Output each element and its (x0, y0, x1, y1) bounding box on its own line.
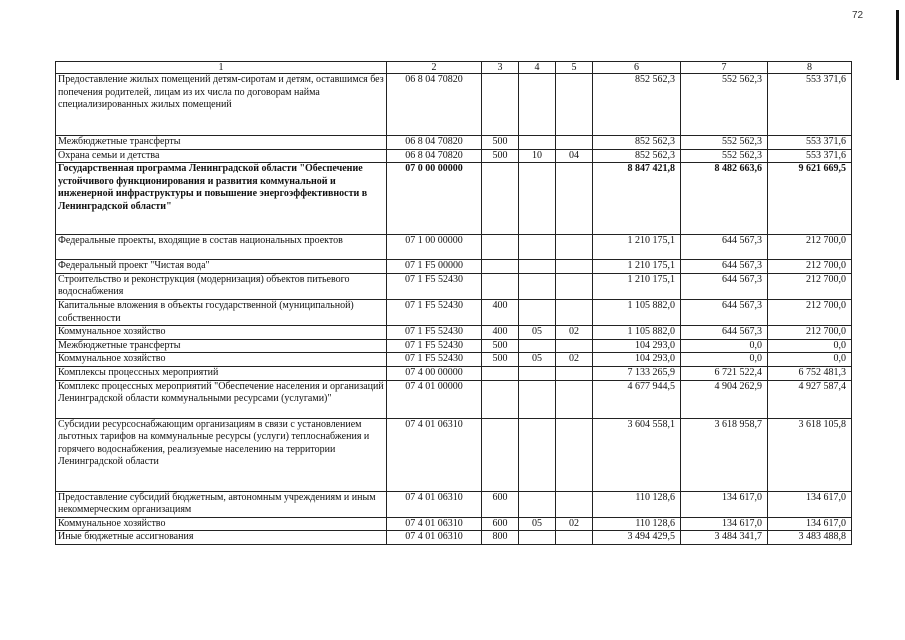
header-cell: 2 (387, 62, 482, 74)
row-code-cell: 07 0 00 00000 (387, 163, 482, 235)
row-value8-cell: 212 700,0 (768, 273, 852, 299)
row-col3-cell: 500 (482, 339, 519, 353)
row-name-cell: Комплекс процессных мероприятий "Обеспечение населения и организаций Ленинградской области коммунальными ресурсами (услугами)" (56, 380, 387, 418)
row-col5-cell: 02 (556, 326, 593, 340)
row-value7-cell: 8 482 663,6 (681, 163, 768, 235)
row-value6-cell: 3 604 558,1 (593, 418, 681, 491)
row-col4-cell (519, 366, 556, 380)
row-value6-cell: 4 677 944,5 (593, 380, 681, 418)
row-col5-cell (556, 299, 593, 325)
row-value7-cell: 644 567,3 (681, 235, 768, 260)
row-name-cell: Комплексы процессных мероприятий (56, 366, 387, 380)
row-code-cell: 06 8 04 70820 (387, 136, 482, 150)
row-col4-cell: 05 (519, 326, 556, 340)
table-row (56, 326, 852, 340)
row-value6-cell: 1 105 882,0 (593, 326, 681, 340)
row-name-cell: Межбюджетные трансферты (56, 136, 387, 150)
table-row (56, 299, 852, 325)
row-col5-cell (556, 491, 593, 517)
row-value7-cell: 644 567,3 (681, 260, 768, 274)
row-col3-cell (482, 74, 519, 136)
row-value7-cell: 3 484 341,7 (681, 531, 768, 545)
row-code-cell: 07 4 01 06310 (387, 531, 482, 545)
header-cell: 6 (593, 62, 681, 74)
row-col4-cell (519, 339, 556, 353)
row-name-cell: Федеральный проект "Чистая вода" (56, 260, 387, 274)
row-code-cell: 07 1 F5 52430 (387, 273, 482, 299)
row-name-cell: Охрана семьи и детства (56, 149, 387, 163)
row-value6-cell: 3 494 429,5 (593, 531, 681, 545)
row-col4-cell (519, 273, 556, 299)
row-name-cell: Федеральные проекты, входящие в состав национальных проектов (56, 235, 387, 260)
row-col3-cell: 500 (482, 353, 519, 367)
row-col5-cell (556, 163, 593, 235)
row-value8-cell: 134 617,0 (768, 491, 852, 517)
row-name-cell: Строительство и реконструкция (модернизация) объектов питьевого водоснабжения (56, 273, 387, 299)
row-value6-cell: 104 293,0 (593, 353, 681, 367)
header-cell: 7 (681, 62, 768, 74)
page-edge-mark (896, 10, 899, 80)
row-col3-cell: 400 (482, 326, 519, 340)
row-col3-cell: 400 (482, 299, 519, 325)
row-value6-cell: 7 133 265,9 (593, 366, 681, 380)
row-value8-cell: 0,0 (768, 353, 852, 367)
table-row (56, 273, 852, 299)
row-name-cell: Субсидии ресурсоснабжающим организациям в связи с установлением льготных тарифов на коммунальные ресурсы (услуги) теплоснабжения и горячего водоснабжения, реализуемые населению на территории Ленинградской области (56, 418, 387, 491)
row-col4-cell: 05 (519, 517, 556, 531)
row-col4-cell (519, 136, 556, 150)
row-code-cell: 07 4 01 00000 (387, 380, 482, 418)
row-col5-cell: 02 (556, 517, 593, 531)
row-value7-cell: 0,0 (681, 339, 768, 353)
row-col5-cell (556, 260, 593, 274)
row-col4-cell (519, 163, 556, 235)
row-value8-cell: 553 371,6 (768, 74, 852, 136)
row-value7-cell: 644 567,3 (681, 326, 768, 340)
row-col4-cell (519, 74, 556, 136)
row-col3-cell: 800 (482, 531, 519, 545)
row-col4-cell (519, 299, 556, 325)
row-code-cell: 07 1 F5 52430 (387, 326, 482, 340)
budget-table (55, 61, 852, 545)
row-value8-cell: 0,0 (768, 339, 852, 353)
table-row (56, 491, 852, 517)
row-value6-cell: 1 210 175,1 (593, 260, 681, 274)
row-value7-cell: 134 617,0 (681, 517, 768, 531)
row-value8-cell: 6 752 481,3 (768, 366, 852, 380)
header-cell: 4 (519, 62, 556, 74)
row-value6-cell: 1 210 175,1 (593, 273, 681, 299)
row-col5-cell (556, 136, 593, 150)
row-value6-cell: 852 562,3 (593, 149, 681, 163)
row-col3-cell (482, 366, 519, 380)
row-value7-cell: 644 567,3 (681, 273, 768, 299)
row-code-cell: 06 8 04 70820 (387, 149, 482, 163)
budget-table-container (55, 61, 852, 545)
row-code-cell: 07 4 00 00000 (387, 366, 482, 380)
row-col5-cell (556, 235, 593, 260)
row-code-cell: 07 1 F5 52430 (387, 339, 482, 353)
row-code-cell: 07 4 01 06310 (387, 418, 482, 491)
table-row (56, 366, 852, 380)
row-value6-cell: 1 210 175,1 (593, 235, 681, 260)
row-col3-cell: 500 (482, 136, 519, 150)
row-value8-cell: 134 617,0 (768, 517, 852, 531)
row-value7-cell: 0,0 (681, 353, 768, 367)
row-value6-cell: 1 105 882,0 (593, 299, 681, 325)
row-value7-cell: 4 904 262,9 (681, 380, 768, 418)
row-col4-cell (519, 418, 556, 491)
row-name-cell: Предоставление субсидий бюджетным, автономным учреждениям и иным некоммерческим организациям (56, 491, 387, 517)
row-name-cell: Коммунальное хозяйство (56, 326, 387, 340)
row-value7-cell: 644 567,3 (681, 299, 768, 325)
row-col3-cell (482, 163, 519, 235)
row-col4-cell (519, 380, 556, 418)
row-name-cell: Предоставление жилых помещений детям-сиротам и детям, оставшимся без попечения родителей, лицам из их числа по договорам найма специализированных жилых помещений (56, 74, 387, 136)
row-code-cell: 07 1 F5 52430 (387, 353, 482, 367)
table-body (56, 74, 852, 545)
row-col5-cell (556, 339, 593, 353)
row-name-cell: Коммунальное хозяйство (56, 353, 387, 367)
row-col3-cell (482, 235, 519, 260)
row-code-cell: 07 4 01 06310 (387, 491, 482, 517)
row-col3-cell: 500 (482, 149, 519, 163)
row-col3-cell (482, 260, 519, 274)
row-name-cell: Иные бюджетные ассигнования (56, 531, 387, 545)
row-col3-cell (482, 418, 519, 491)
table-row (56, 260, 852, 274)
row-value8-cell: 3 618 105,8 (768, 418, 852, 491)
row-code-cell: 06 8 04 70820 (387, 74, 482, 136)
table-header-row (56, 62, 852, 74)
table-row (56, 531, 852, 545)
row-value6-cell: 852 562,3 (593, 136, 681, 150)
row-value7-cell: 134 617,0 (681, 491, 768, 517)
row-value6-cell: 110 128,6 (593, 517, 681, 531)
table-row (56, 136, 852, 150)
row-col3-cell (482, 380, 519, 418)
row-col4-cell (519, 235, 556, 260)
table-row (56, 353, 852, 367)
row-value8-cell: 212 700,0 (768, 299, 852, 325)
row-col5-cell (556, 74, 593, 136)
row-code-cell: 07 1 00 00000 (387, 235, 482, 260)
header-cell: 5 (556, 62, 593, 74)
row-name-cell: Коммунальное хозяйство (56, 517, 387, 531)
row-col5-cell: 02 (556, 353, 593, 367)
row-value8-cell: 9 621 669,5 (768, 163, 852, 235)
row-col5-cell (556, 366, 593, 380)
row-value6-cell: 110 128,6 (593, 491, 681, 517)
row-col5-cell (556, 273, 593, 299)
row-value8-cell: 212 700,0 (768, 260, 852, 274)
row-code-cell: 07 1 F5 00000 (387, 260, 482, 274)
row-col5-cell (556, 380, 593, 418)
row-name-cell: Капитальные вложения в объекты государственной (муниципальной) собственности (56, 299, 387, 325)
header-cell: 3 (482, 62, 519, 74)
table-row (56, 163, 852, 235)
row-value6-cell: 852 562,3 (593, 74, 681, 136)
row-value8-cell: 212 700,0 (768, 235, 852, 260)
row-col3-cell (482, 273, 519, 299)
row-value8-cell: 553 371,6 (768, 149, 852, 163)
row-value8-cell: 553 371,6 (768, 136, 852, 150)
row-value6-cell: 8 847 421,8 (593, 163, 681, 235)
row-value7-cell: 552 562,3 (681, 74, 768, 136)
row-value7-cell: 552 562,3 (681, 149, 768, 163)
row-value7-cell: 552 562,3 (681, 136, 768, 150)
row-col4-cell: 10 (519, 149, 556, 163)
table-row (56, 339, 852, 353)
row-value8-cell: 3 483 488,8 (768, 531, 852, 545)
table-row (56, 149, 852, 163)
table-row (56, 517, 852, 531)
row-code-cell: 07 1 F5 52430 (387, 299, 482, 325)
row-col4-cell (519, 491, 556, 517)
row-col4-cell (519, 531, 556, 545)
row-col3-cell: 600 (482, 491, 519, 517)
row-value6-cell: 104 293,0 (593, 339, 681, 353)
row-value8-cell: 212 700,0 (768, 326, 852, 340)
row-col5-cell: 04 (556, 149, 593, 163)
row-code-cell: 07 4 01 06310 (387, 517, 482, 531)
table-row (56, 380, 852, 418)
table-row (56, 235, 852, 260)
row-col4-cell (519, 260, 556, 274)
table-row (56, 74, 852, 136)
header-cell: 8 (768, 62, 852, 74)
row-col4-cell: 05 (519, 353, 556, 367)
row-value7-cell: 6 721 522,4 (681, 366, 768, 380)
row-value7-cell: 3 618 958,7 (681, 418, 768, 491)
page-number: 72 (852, 10, 864, 21)
row-name-cell: Межбюджетные трансферты (56, 339, 387, 353)
row-col3-cell: 600 (482, 517, 519, 531)
row-value8-cell: 4 927 587,4 (768, 380, 852, 418)
row-col5-cell (556, 418, 593, 491)
header-cell: 1 (56, 62, 387, 74)
row-name-cell: Государственная программа Ленинградской области "Обеспечение устойчивого функционирования и развития коммунальной и инженерной инфраструктуры и повышение энергоэффективности в Ленинградской области" (56, 163, 387, 235)
row-col5-cell (556, 531, 593, 545)
table-row (56, 418, 852, 491)
